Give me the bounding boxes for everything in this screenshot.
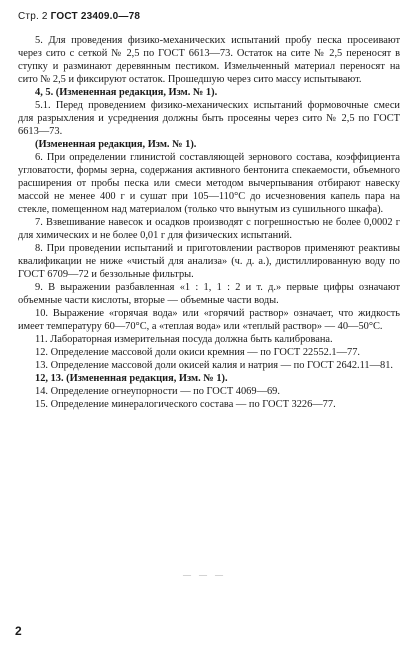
paragraph-7: 7. Взвешивание навесок и осадков производят с погрешностью не более 0,0002 г для химических и не более 0,01 г для физических испытаний. <box>18 217 400 241</box>
paragraph-5: 5. Для проведения физико-механических испытаний пробу песка просеивают через сито с сеткой № 2,5 по ГОСТ 6613—73. Остаток на сите № 2,5 переносят в ступку и разминают деревянным пестиком. Измельченный материал переносят на сито № 2,5 и фиксируют остаток. Прошедшую через сито массу испытывают. <box>18 35 400 85</box>
page-label: Стр. 2 <box>18 11 48 22</box>
paragraph-12: 12. Определение массовой доли окиси кремния — по ГОСТ 22552.1—77. <box>35 347 361 358</box>
paragraph-8: 8. При проведении испытаний и приготовлении растворов применяют реактивы квалификации не ниже «чистый для анализа» (ч. д. а.), дистиллированную воду по ГОСТ 6709—72 и беззольные фильтры. <box>18 243 400 280</box>
page-number: 2 <box>15 624 22 638</box>
paragraph-14: 14. Определение огнеупорности — по ГОСТ 4069—69. <box>35 386 280 397</box>
paragraph-11: 11. Лабораторная измерительная посуда должна быть калибрована. <box>35 334 333 345</box>
paragraph-15: 15. Определение минералогического состава — по ГОСТ 3226—77. <box>35 399 336 410</box>
document-body <box>18 34 400 411</box>
revision-note-5-1: (Измененная редакция, Изм. № 1). <box>35 139 197 150</box>
paragraph-13: 13. Определение массовой доли окисей калия и натрия — по ГОСТ 2642.11—81. <box>35 360 394 371</box>
document-number: ГОСТ 23409.0—78 <box>50 11 141 22</box>
page-header <box>18 11 140 22</box>
paragraph-10: 10. Выражение «горячая вода» или «горячий раствор» означает, что жидкость имеет температуру 60—70°С, а «теплая вода» или «теплый раствор» — 40—50°С. <box>18 308 400 332</box>
revision-note-4-5: 4, 5. (Измененная редакция, Изм. № 1). <box>35 87 218 98</box>
revision-note-12-13: 12, 13. (Измененная редакция, Изм. № 1). <box>35 373 228 384</box>
footer-dashes: — — — <box>183 570 226 579</box>
paragraph-5-1: 5.1. Перед проведением физико-механических испытаний формовочные смеси для разрыхления и усреднения должны быть просеяны через сито № 2,5 по ГОСТ 6613—73. <box>18 100 400 137</box>
paragraph-9: 9. В выражении разбавленная «1 : 1, 1 : 2 и т. д.» первые цифры означают объемные части кислоты, вторые — объемные части воды. <box>18 282 400 306</box>
paragraph-6: 6. При определении глинистой составляющей зернового состава, коэффициента угловатости, формы зерна, содержания активного бентонита спекаемости, объемного расширения от пробы песка или смеси методом вычерпывания отбирают навеску массой не менее 400 г и сушат при 105—110°С до исчезновения капель пара на стекле, помещенном над материалом (только что вынутым из сушильного шкафа). <box>18 152 400 215</box>
